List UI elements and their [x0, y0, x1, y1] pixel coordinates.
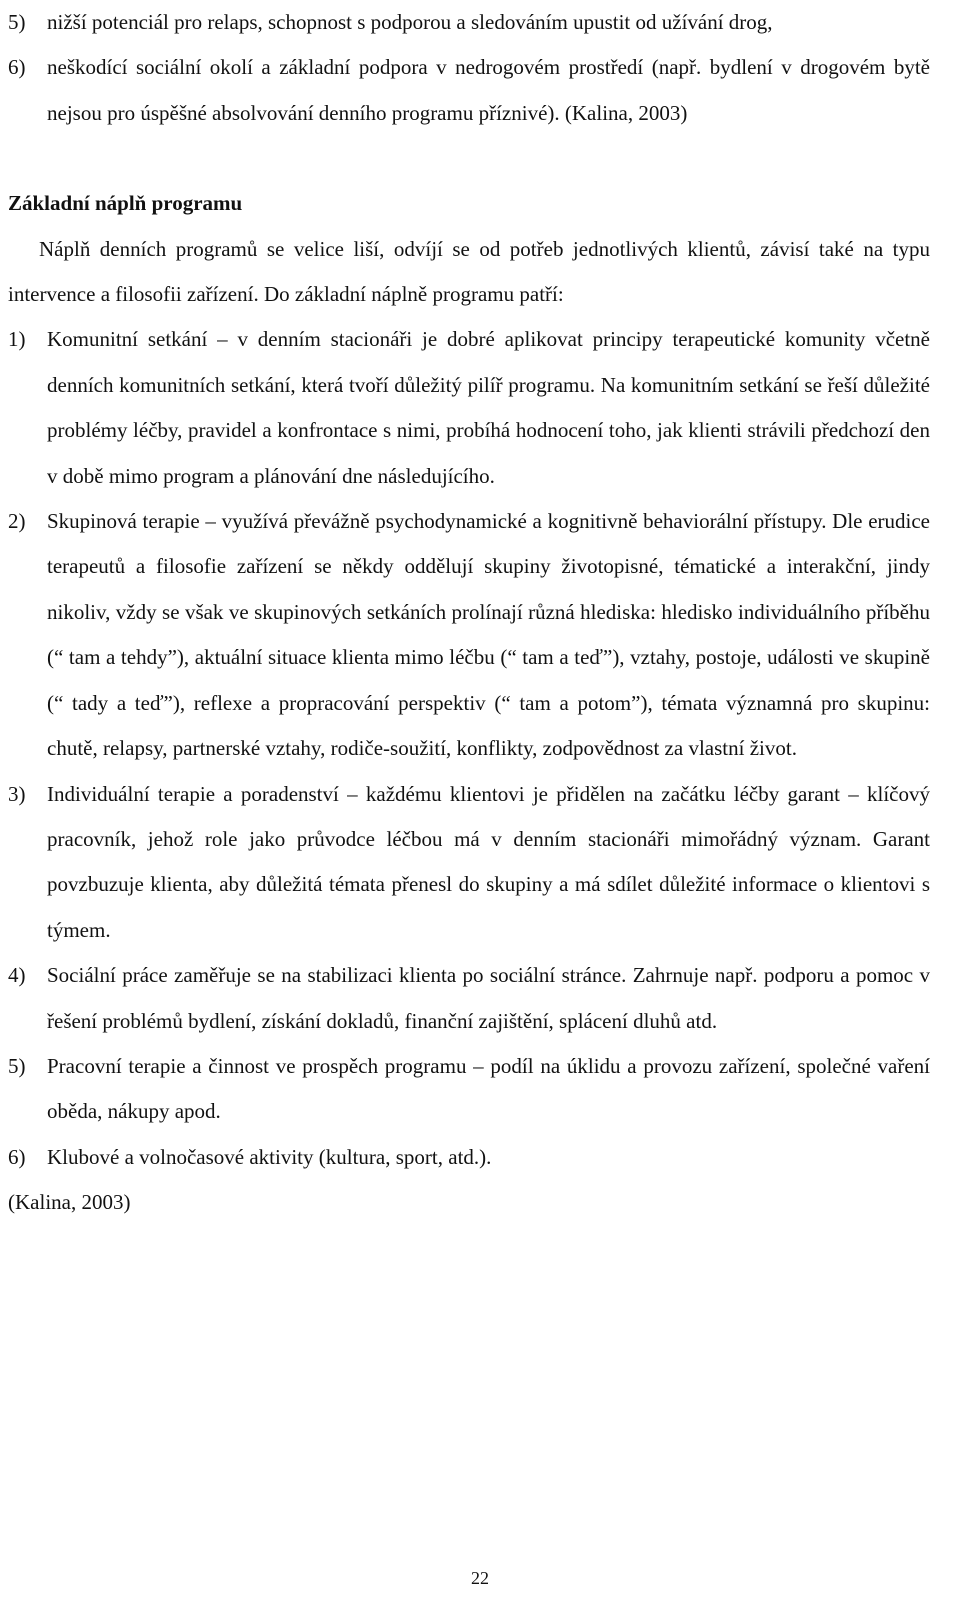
list-item: [8, 45, 930, 136]
list-number: 2): [8, 509, 26, 534]
list-text: neškodící sociální okolí a základní podpora v nedrogovém prostředí (např. bydlení v drogovém bytě nejsou pro úspěšné absolvování denního programu příznivé). (Kalina, 2003): [47, 55, 930, 125]
list-text: Skupinová terapie – využívá převážně psychodynamické a kognitivně behaviorální přístupy. Dle erudice terapeutů a filosofie zařízení se někdy oddělují skupiny životopisné, tématické a interakční, jindy nikoliv, vždy se však ve skupinových setkáních prolínají různá hlediska: hledisko individuálního příběhu (“ tam a tehdy”), aktuální situace klienta mimo léčbu (“ tam a teď”), vztahy, postoje, události ve skupině (“ tady a teď”), reflexe a propracování perspektiv (“ tam a potom”), témata významná pro skupinu: chutě, relapsy, partnerské vztahy, rodiče-soužití, konflikty, zodpovědnost za vlastní život.: [47, 509, 930, 761]
list-item: [8, 1135, 930, 1180]
list-number: 5): [8, 10, 26, 34]
intro-paragraph: Náplň denních programů se velice liší, odvíjí se od potřeb jednotlivých klientů, závisí také na typu intervence a filosofii zařízení. Do základní náplně programu patří:: [8, 236, 930, 307]
list-item: [8, 317, 930, 499]
page-number: 22: [471, 1568, 489, 1588]
list-number: 6): [8, 1144, 26, 1169]
list-item: [8, 1044, 930, 1135]
list-text: Sociální práce zaměřuje se na stabilizaci klienta po sociální stránce. Zahrnuje např. podporu a pomoc v řešení problémů bydlení, získání dokladů, finanční zajištění, splácení dluhů atd.: [47, 963, 930, 1033]
list-item: [8, 499, 930, 771]
list-number: 5): [8, 1053, 26, 1078]
list-number: 6): [8, 55, 26, 80]
list-item: [8, 0, 930, 45]
list-item: [8, 953, 930, 1044]
list-text: Klubové a volnočasové aktivity (kultura, sport, atd.).: [47, 1144, 492, 1169]
list-number: 4): [8, 963, 26, 988]
list-text: Individuální terapie a poradenství – každému klientovi je přidělen na začátku léčby garant – klíčový pracovník, jehož role jako průvodce léčbou má v denním stacionáři mimořádný význam. Garant povzbuzuje klienta, aby důležitá témata přenesl do skupiny a má sdílet důležité informace o klientovi s týmem.: [47, 781, 930, 942]
citation: (Kalina, 2003): [8, 1190, 131, 1215]
list-text: Komunitní setkání – v denním stacionáři je dobré aplikovat principy terapeutické komunity včetně denních komunitních setkání, která tvoří důležitý pilíř programu. Na komunitním setkání se řeší důležité problémy léčby, pravidel a konfrontace s nimi, probíhá hodnocení toho, jak klienti strávili předchozí den v době mimo program a plánování dne následujícího.: [47, 327, 930, 488]
list-item: [8, 772, 930, 954]
list-number: 3): [8, 781, 26, 806]
section-heading: Základní náplň programu: [8, 191, 243, 216]
list-text: Pracovní terapie a činnost ve prospěch programu – podíl na úklidu a provozu zařízení, společné vaření oběda, nákupy apod.: [47, 1053, 930, 1124]
list-text: nižší potenciál pro relaps, schopnost s podporou a sledováním upustit od užívání drog,: [47, 10, 773, 34]
list-number: 1): [8, 327, 26, 352]
spacer: [8, 136, 930, 181]
